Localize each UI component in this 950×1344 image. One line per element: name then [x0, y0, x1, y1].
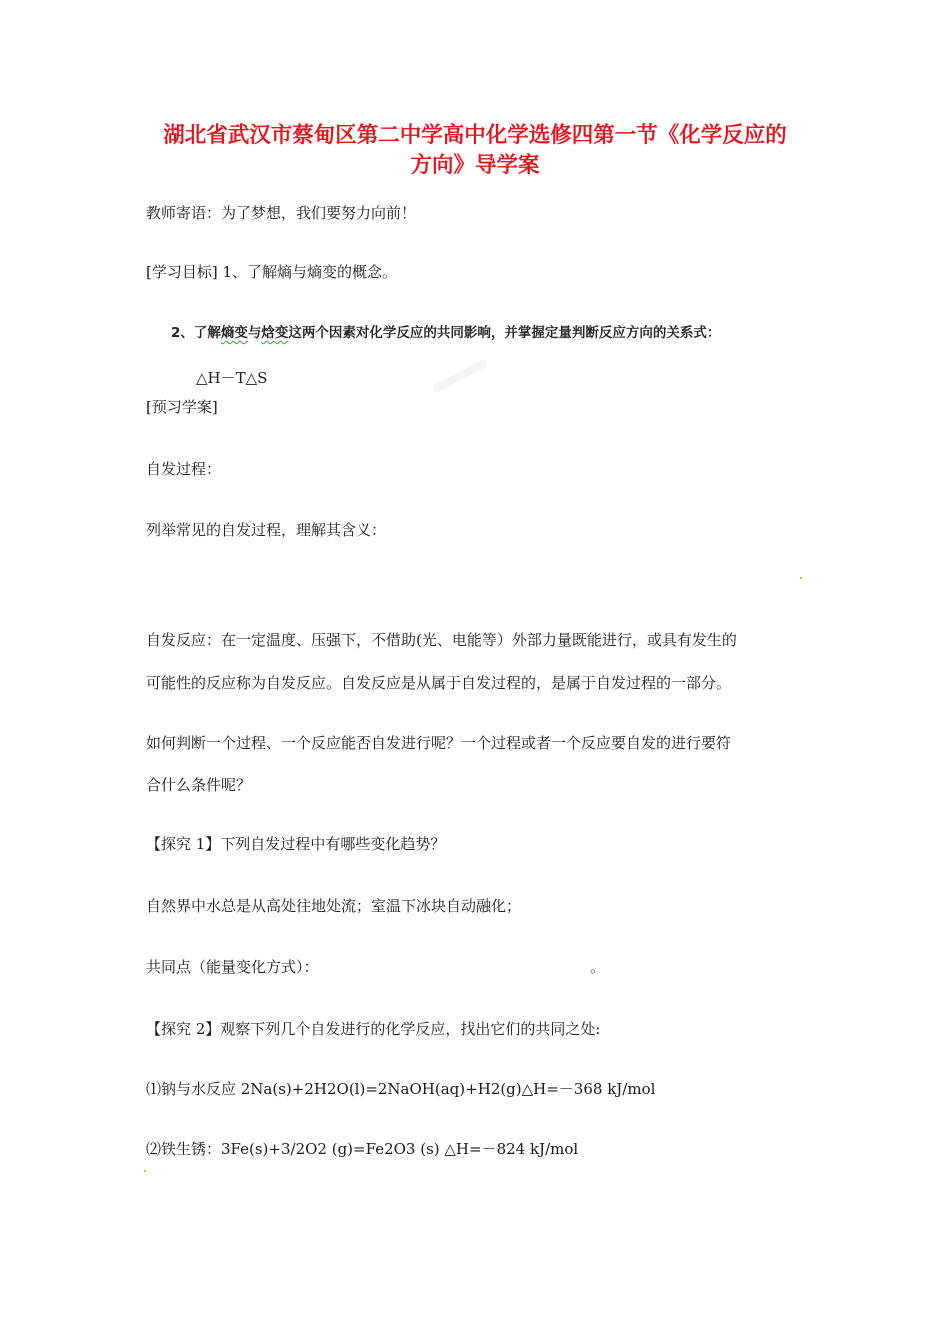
- reaction-2: ⑵铁生锈：3Fe(s)+3/2O2 (g)=Fe2O3 (s) △H=－824 kJ/mol: [146, 1140, 579, 1158]
- document-title-line-1: 湖北省武汉市蔡甸区第二中学高中化学选修四第一节《化学反应的: [163, 123, 787, 148]
- learning-goal-2-prefix: 2、了解: [171, 325, 221, 341]
- reaction-1: ⑴钠与水反应 2Na(s)+2H2O(l)=2NaOH(aq)+H2(g)△H=－368 kJ/mol: [146, 1080, 656, 1098]
- list-spontaneous-prompt: 列举常见的自发过程，理解其含义：: [146, 521, 387, 539]
- document-title-line-2: 方向》导学案: [410, 153, 540, 178]
- explore-2-heading: 【探究 2】观察下列几个自发进行的化学反应，找出它们的共同之处:: [146, 1020, 601, 1038]
- common-point-label: 共同点（能量变化方式）：: [146, 958, 319, 976]
- spontaneous-reaction-line-2: 可能性的反应称为自发反应。自发反应是从属于自发过程的，是属于自发过程的一部分。: [146, 674, 732, 692]
- gibbs-formula: △H－T△S: [196, 369, 268, 387]
- learning-goal-2: [171, 323, 720, 343]
- teacher-motto: 教师寄语：为了梦想，我们要努力向前！: [146, 204, 417, 222]
- explore-1-heading: 【探究 1】下列自发过程中有哪些变化趋势？: [146, 835, 446, 853]
- question-line-2: 合什么条件呢？: [146, 776, 252, 794]
- learning-goal-2-rest: 这两个因素对化学反应的共同影响，并掌握定量判断反应方向的关系式：: [288, 325, 721, 341]
- preview-section-label: [预习学案]: [146, 398, 218, 416]
- learning-goal-2-entropy-change: 熵变: [220, 325, 248, 341]
- learning-goal-1: [学习目标] 1、了解熵与熵变的概念。: [146, 263, 398, 281]
- scan-smudge: [432, 358, 489, 393]
- stray-mark: [800, 577, 802, 579]
- stray-mark-2: [144, 1170, 146, 1172]
- learning-goal-2-and: 与: [247, 325, 262, 341]
- spontaneous-reaction-line-1: 自发反应：在一定温度、压强下，不借助(光、电能等）外部力量既能进行，或具有发生的: [146, 631, 737, 649]
- learning-goal-2-enthalpy-change: 焓变: [261, 325, 289, 341]
- common-point-end: 。: [590, 958, 606, 976]
- question-line-1: 如何判断一个过程、一个反应能否自发进行呢？一个过程或者一个反应要自发的进行要符: [146, 734, 732, 752]
- explore-1-text: 自然界中水总是从高处往地处流；室温下冰块自动融化；: [146, 897, 522, 915]
- spontaneous-process-heading: 自发过程：: [146, 460, 222, 478]
